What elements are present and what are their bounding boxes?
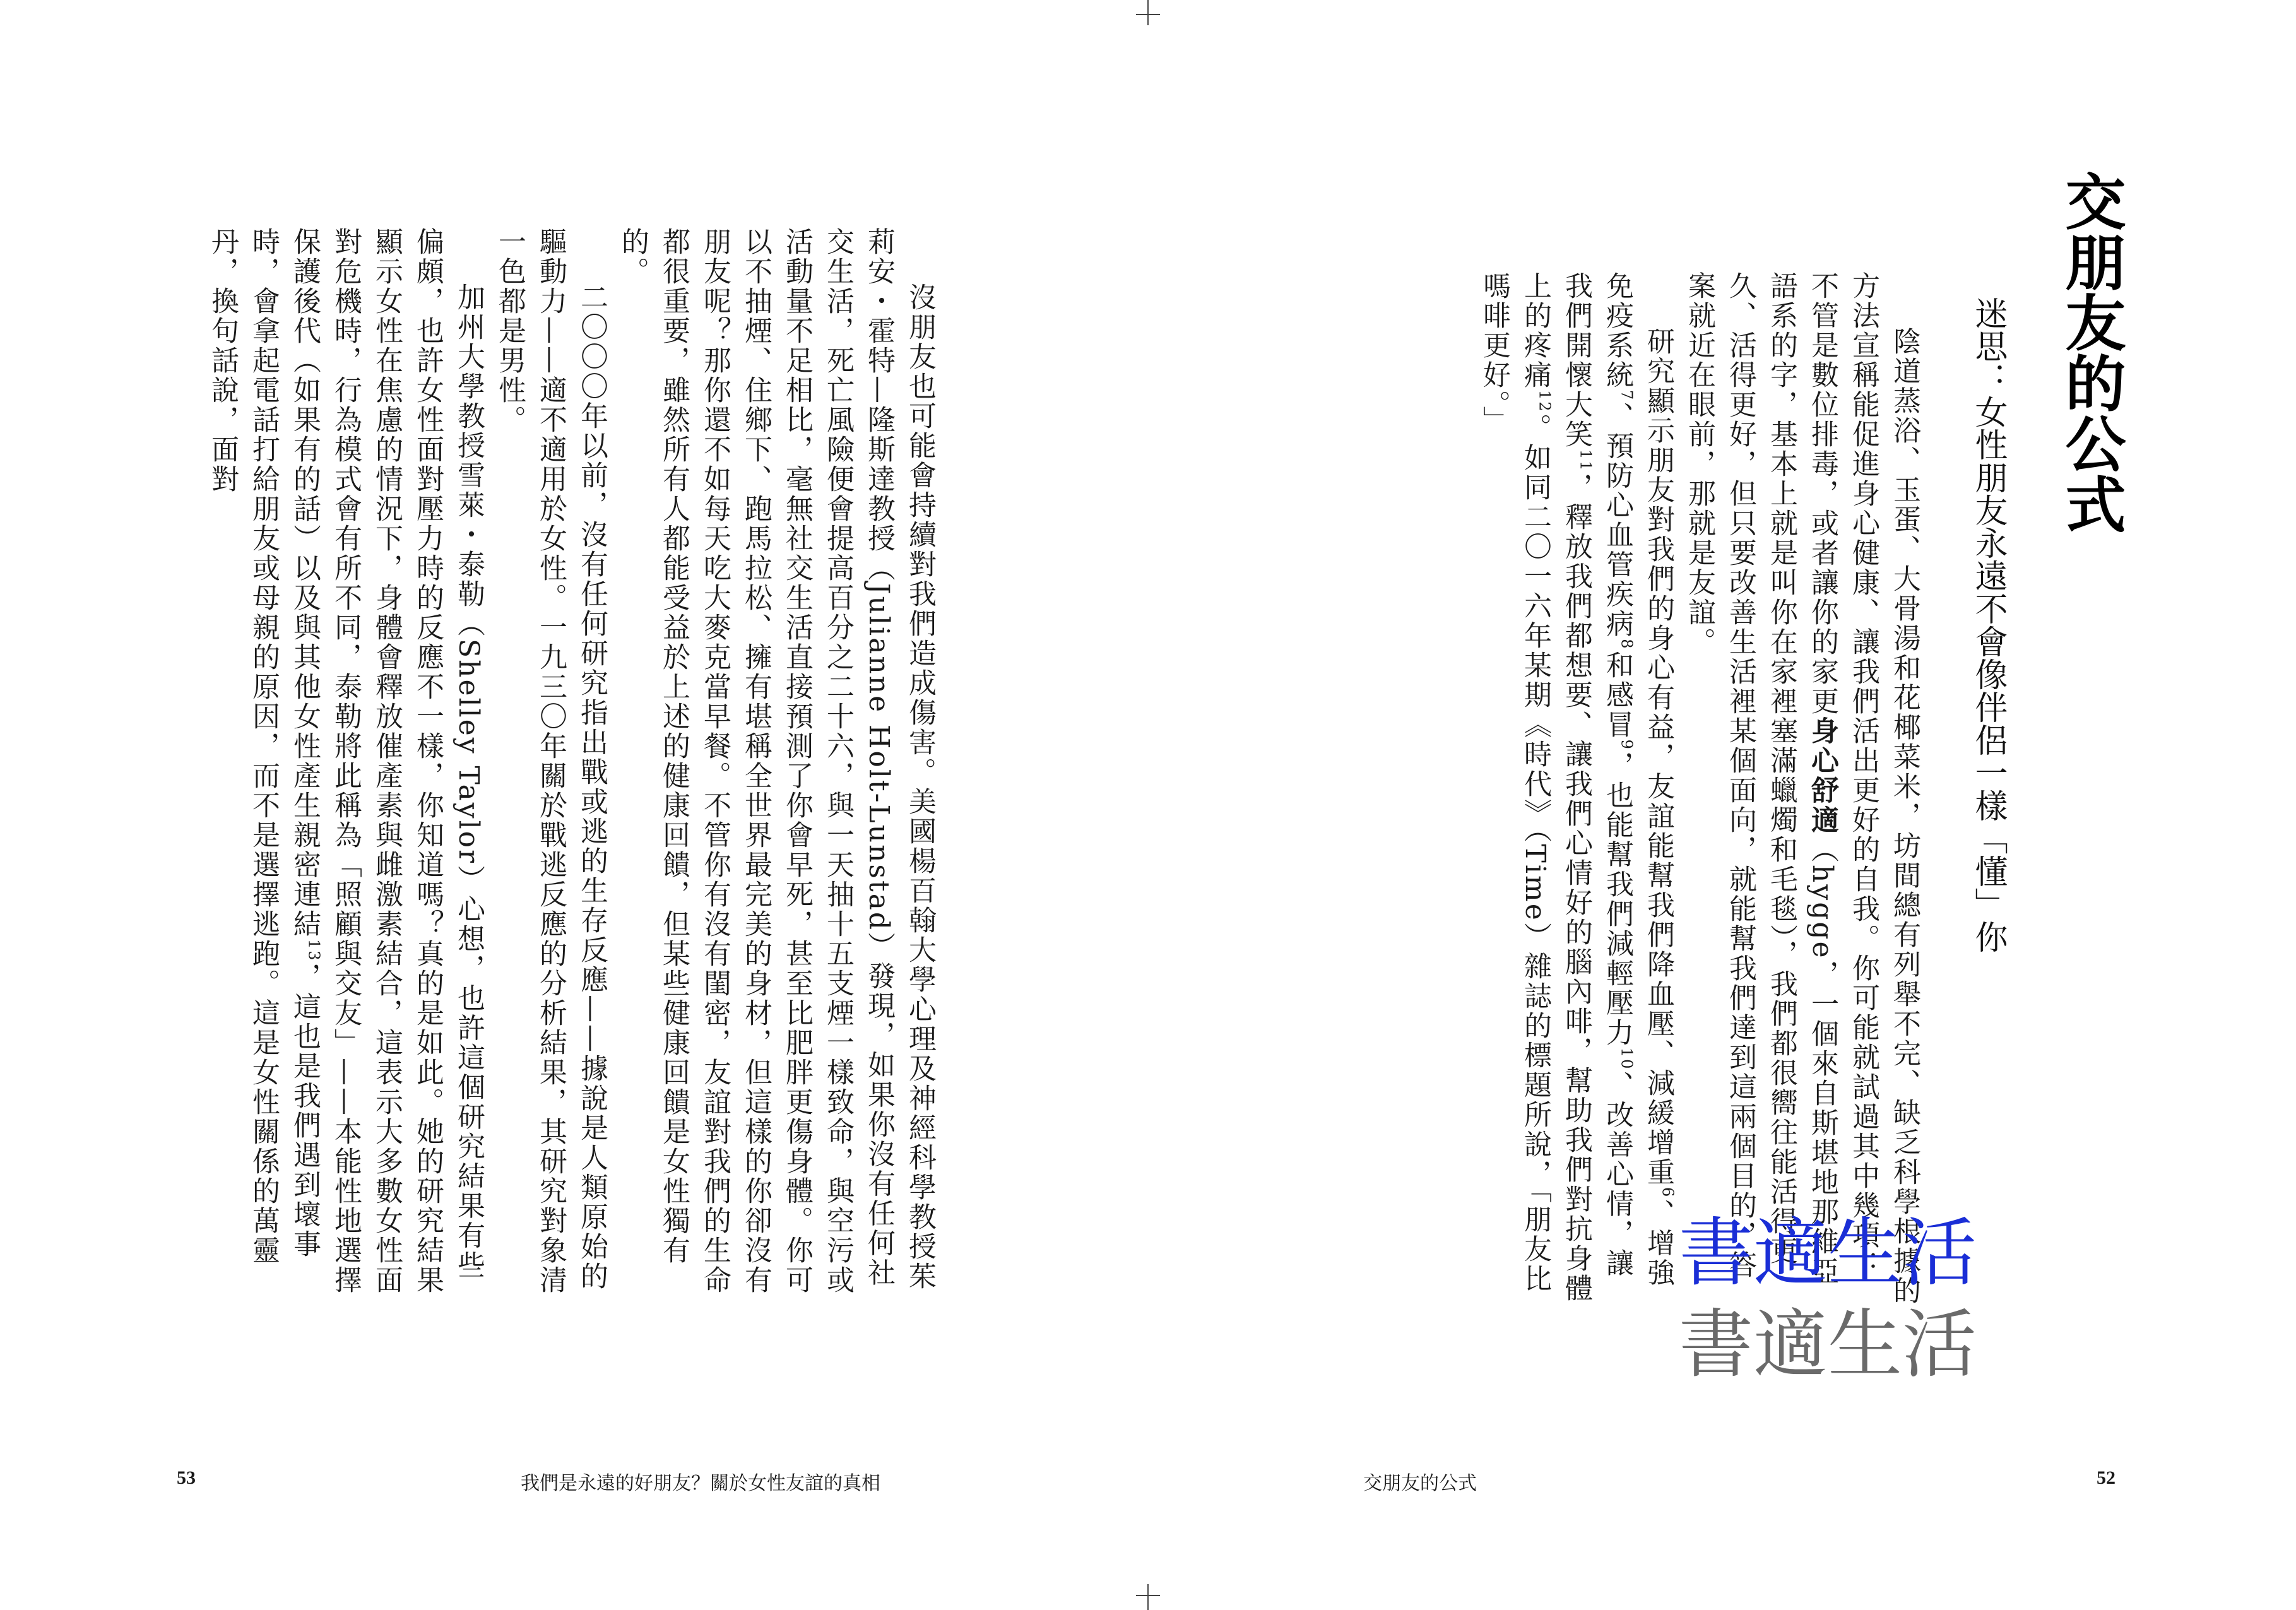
left-paragraph: 沒朋友也可能會持續對我們造成傷害。美國楊百翰大學心理及神經科學教授茱莉安・霍特—隆斯達教授（Julianne Holt-Lunstad）發現，如果你沒有任何社交生活，死亡風險便會提高百分之二十六，與一天抽十五支煙一樣致命，與空污或活動量不足相比，毫無社交生活直接預測了你會早死，甚至比肥胖更傷身體。你可以不抽煙、住鄉下、跑馬拉松、擁有堪稱全世界最完美的身材，但這樣的你卻沒有朋友呢？那你還不如每天吃大麥克當早餐。不管你有沒有閨密，友誼對我們的生命都很重要，雖然所有人都能受益於上述的健康回饋，但某些健康回饋是女性獨有的。 [617, 227, 936, 1295]
chapter-subtitle: 迷思：女性朋友永遠不會像伴侶一樣「懂」你 [1969, 297, 2007, 953]
right-page-body [1357, 271, 1925, 1306]
left-paragraph: 加州大學教授雪萊・泰勒（Shelley Taylor）心想，也許這個研究結果有些偏頗，也許女性面對壓力時的反應不一樣，你知道嗎？真的是如此。她的研究結果顯示女性在焦慮的情況下，身體會釋放催產素與雌激素結合，這表示大多數女性面對危機時，行為模式會有所不同，泰勒將此稱為「照顧與交友」——本能性地選擇保護後代（如果有的話）以及與其他女性產生親密連結$^{13}$，這也是我們遇到壞事時，會拿起電話打給朋友或母親的原因，而不是選擇逃跑。這是女性關係的萬靈丹，換句話說，面對 [206, 227, 485, 1295]
crop-mark-top-tick [1136, 14, 1160, 15]
crop-mark-bottom-tick [1136, 1595, 1160, 1596]
page-number-left: 53 [177, 1467, 196, 1488]
footnote-ref: 8 [1618, 639, 1636, 651]
left-page-body [167, 227, 940, 1300]
footnote-ref: 12 [1536, 390, 1554, 413]
watermark-blue: 書適生活 [1679, 1209, 1977, 1296]
footnote-ref: 13 [305, 939, 323, 962]
footnote-ref: 9 [1618, 739, 1636, 751]
right-paragraph: 研究顯示朋友對我們的身心有益，友誼能幫我們降血壓、減緩增重$^6$、增強免疫系統$^7$、預防心血管疾病$^8$和感冒$^9$，也能幫我們減輕壓力$^{10}$、改善心情，讓我們開懷大笑$^{11}$，釋放我們都想要、讓我們心情好的腦內啡，幫助我們對抗身體上的疼痛$^{12}$。如同二〇一六年某期《時代》（Time）雜誌的標題所說，「朋友比嗎啡更好。」 [1478, 271, 1677, 1303]
running-head-left: 我們是永遠的好朋友？關於女性友誼的真相 [521, 1472, 880, 1495]
page-number-right: 52 [2097, 1467, 2116, 1488]
crop-mark-top [1147, 0, 1149, 25]
crop-mark-bottom [1147, 1584, 1149, 1610]
chapter-title: 交朋友的公式 [2056, 170, 2126, 534]
left-paragraph: 二〇〇〇年以前，沒有任何研究指出戰或逃的生存反應——據說是人類原始的驅動力——適不適用於女性。一九三〇年關於戰逃反應的分析結果，其研究對象清一色都是男性。 [494, 227, 608, 1295]
footnote-ref: 11 [1577, 449, 1595, 473]
footnote-ref: 7 [1618, 390, 1636, 402]
footnote-ref: 6 [1659, 1187, 1677, 1199]
highlighted-term: 身心舒適 [1806, 716, 1838, 835]
running-head-right: 交朋友的公式 [1363, 1472, 1477, 1495]
watermark-gray: 書適生活 [1679, 1301, 1977, 1388]
right-paragraph: 陰道蒸浴、玉蛋、大骨湯和花椰菜米，坊間總有列舉不完、缺乏科學根據的方法宣稱能促進身心健康、讓我們活出更好的自我。你可能就試過其中幾項：不管是數位排毒，或者讓你的家更身心舒適（hygge，一個來自斯堪地那維亞語系的字，基本上就是叫你在家裡塞滿蠟燭和毛毯），我們都很嚮往能活得更久、活得更好，但只要改善生活裡某個面向，就能幫我們達到這兩個目的，答案就近在眼前，那就是友誼。 [1683, 271, 1920, 1306]
footnote-ref: 10 [1618, 1047, 1636, 1071]
